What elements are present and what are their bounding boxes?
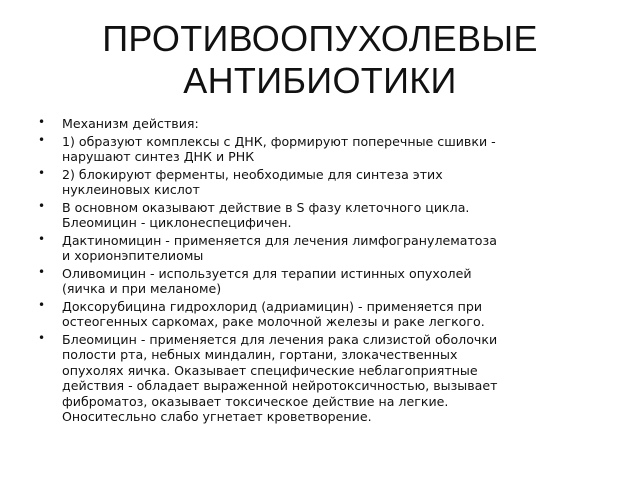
bullet-dot-icon: • bbox=[38, 132, 46, 147]
bullet-text-line: В основном оказывают действие в S фазу клеточного цикла. bbox=[62, 199, 470, 215]
bullet-bleomycin bbox=[32, 332, 612, 425]
bullet-dot-icon: • bbox=[38, 198, 46, 213]
bullet-s-phase bbox=[32, 200, 612, 231]
bullet-text-line: 1) образуют комплексы с ДНК, формируют поперечные сшивки - bbox=[62, 133, 496, 149]
bullet-olivomycin bbox=[32, 266, 612, 297]
bullet-list bbox=[32, 116, 612, 425]
bullet-text-line: Оноситесльно слабо угнетает кроветворение. bbox=[62, 409, 372, 424]
bullet-text-line: нуклеиновых кислот bbox=[62, 182, 200, 197]
bullet-text-line: Дактиномицин - применяется для лечения лимфогранулематоза bbox=[62, 232, 497, 248]
bullet-doxorubicin bbox=[32, 299, 612, 330]
slide-title bbox=[30, 18, 610, 102]
bullet-enzyme-block bbox=[32, 167, 612, 198]
bullet-text-line: Механизм действия: bbox=[62, 116, 199, 131]
bullet-text-line: остеогенных саркомах, раке молочной железы и раке легкого. bbox=[62, 314, 485, 329]
bullet-text-line: Блеомицин - применяется для лечения рака слизистой оболочки bbox=[62, 331, 498, 347]
bullet-text-line: опухолях яичка. Оказывает специфические неблагоприятные bbox=[62, 362, 478, 378]
bullet-text-line: Доксорубицина гидрохлорид (адриамицин) - применяется при bbox=[62, 298, 483, 314]
bullet-text-line: фиброматоз, оказывает токсическое действие на легкие. bbox=[62, 393, 449, 409]
bullet-text-line: (яичка и при меланоме) bbox=[62, 281, 222, 296]
bullet-dactinomycin bbox=[32, 233, 612, 264]
bullet-dot-icon: • bbox=[38, 297, 46, 312]
bullet-dot-icon: • bbox=[38, 165, 46, 180]
bullet-mechanism bbox=[32, 116, 612, 132]
bullet-dot-icon: • bbox=[38, 330, 46, 345]
bullet-text-line: и хорионэпителиомы bbox=[62, 248, 204, 263]
bullet-dot-icon: • bbox=[38, 264, 46, 279]
slide-title-line-2: АНТИБИОТИКИ bbox=[183, 60, 457, 101]
bullet-text-line: Блеомицин - циклонеспецифичен. bbox=[62, 215, 292, 230]
bullet-dna-complexes bbox=[32, 134, 612, 165]
bullet-dot-icon: • bbox=[38, 231, 46, 246]
slide-content bbox=[32, 116, 612, 427]
bullet-text-line: действия - обладает выраженной нейротоксичностью, вызывает bbox=[62, 378, 498, 393]
bullet-text-line: нарушают синтез ДНК и РНК bbox=[62, 149, 255, 164]
bullet-text-line: 2) блокируют ферменты, необходимые для синтеза этих bbox=[62, 166, 443, 182]
bullet-dot-icon: • bbox=[38, 115, 46, 129]
bullet-text-line: Оливомицин - используется для терапии истинных опухолей bbox=[62, 265, 472, 281]
bullet-text-line: полости рта, небных миндалин, гортани, злокачественных bbox=[62, 347, 458, 362]
slide-title-line-1: ПРОТИВООПУХОЛЕВЫЕ bbox=[102, 18, 538, 59]
